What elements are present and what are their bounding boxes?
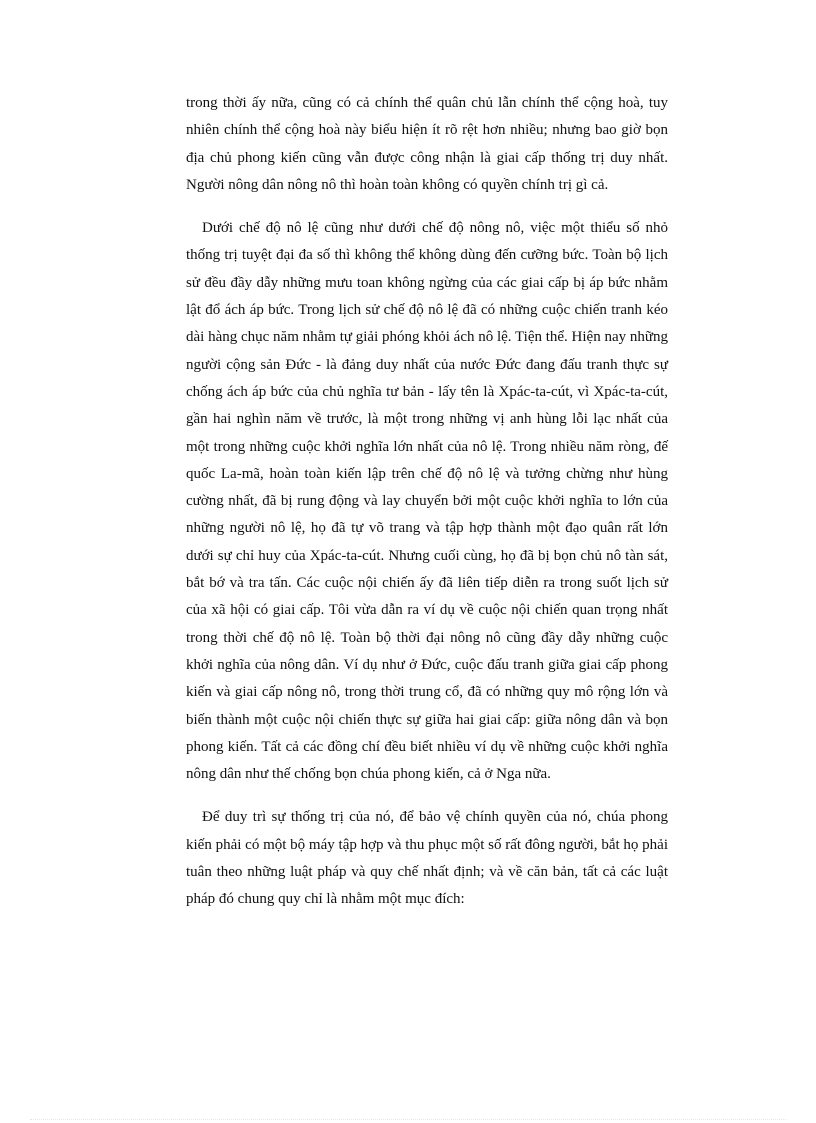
paragraph-3: Để duy trì sự thống trị của nó, để bảo vệ chính quyền của nó, chúa phong kiến phải có một bộ máy tập hợp và thu phục một số rất đông người, bắt họ phải tuân theo những luật pháp và quy chế nhất định; và về căn bản, tất cả các luật pháp đó chung quy chỉ là nhằm một mục đích: xyxy=(186,809,668,908)
document-body xyxy=(186,90,668,914)
paragraph-1: trong thời ấy nữa, cũng có cả chính thể quân chủ lẫn chính thể cộng hoà, tuy nhiên chính thể cộng hoà này biểu hiện ít rõ rệt hơn nhiều; nhưng bao giờ bọn địa chủ phong kiến cũng vẫn được công nhận là giai cấp thống trị duy nhất. Người nông dân nông nô thì hoàn toàn không có quyền chính trị gì cả. xyxy=(186,95,668,193)
paragraph-2: Dưới chế độ nô lệ cũng như dưới chế độ nông nô, việc một thiểu số nhỏ thống trị tuyệt đại đa số thì không thể không dùng đến cưỡng bức. Toàn bộ lịch sử đều đầy dẫy những mưu toan không ngừng của các giai cấp bị áp bức nhằm lật đổ ách áp bức. Trong lịch sử chế độ nô lệ đã có những cuộc chiến tranh kéo dài hàng chục năm nhằm tự giải phóng khỏi ách nô lệ. Tiện thể. Hiện nay những người cộng sản Đức - là đảng duy nhất của nước Đức đang đấu tranh thực sự chống ách áp bức của chủ nghĩa tư bản - lấy tên là Xpác-ta-cút, vì Xpác-ta-cút, gần hai nghìn năm về trước, là một trong những vị anh hùng lỗi lạc nhất của một trong những cuộc khởi nghĩa lớn nhất của nô lệ. Trong nhiều năm ròng, đế quốc La-mã, hoàn toàn kiến lập trên chế độ nô lệ và tưởng chừng như hùng cường nhất, đã bị rung động và lay chuyển bởi một cuộc khởi nghĩa to lớn của những người nô lệ, họ đã tự võ trang và tập hợp thành một đạo quân rất lớn dưới sự chỉ huy của Xpác-ta-cút. Nhưng cuối cùng, họ đã bị bọn chủ nô tàn sát, bắt bớ và tra tấn. Các cuộc nội chiến ấy đã liên tiếp diễn ra trong suốt lịch sử của xã hội có giai cấp. Tôi vừa dẫn ra ví dụ về cuộc nội chiến quan trọng nhất trong thời chế độ nô lệ. Toàn bộ thời đại nông nô cũng đầy dẫy những cuộc khởi nghĩa của nông dân. Ví dụ như ở Đức, cuộc đấu tranh giữa giai cấp phong kiến và giai cấp nông nô, trong thời trung cổ, đã có những quy mô rộng lớn và biến thành một cuộc nội chiến thực sự giữa hai giai cấp: giữa nông dân và bọn phong kiến. Tất cả các đồng chí đều biết nhiều ví dụ về những cuộc khởi nghĩa nông dân như thế chống bọn chúa phong kiến, cả ở Nga nữa. xyxy=(186,220,669,783)
page-bottom-divider xyxy=(30,1119,786,1120)
